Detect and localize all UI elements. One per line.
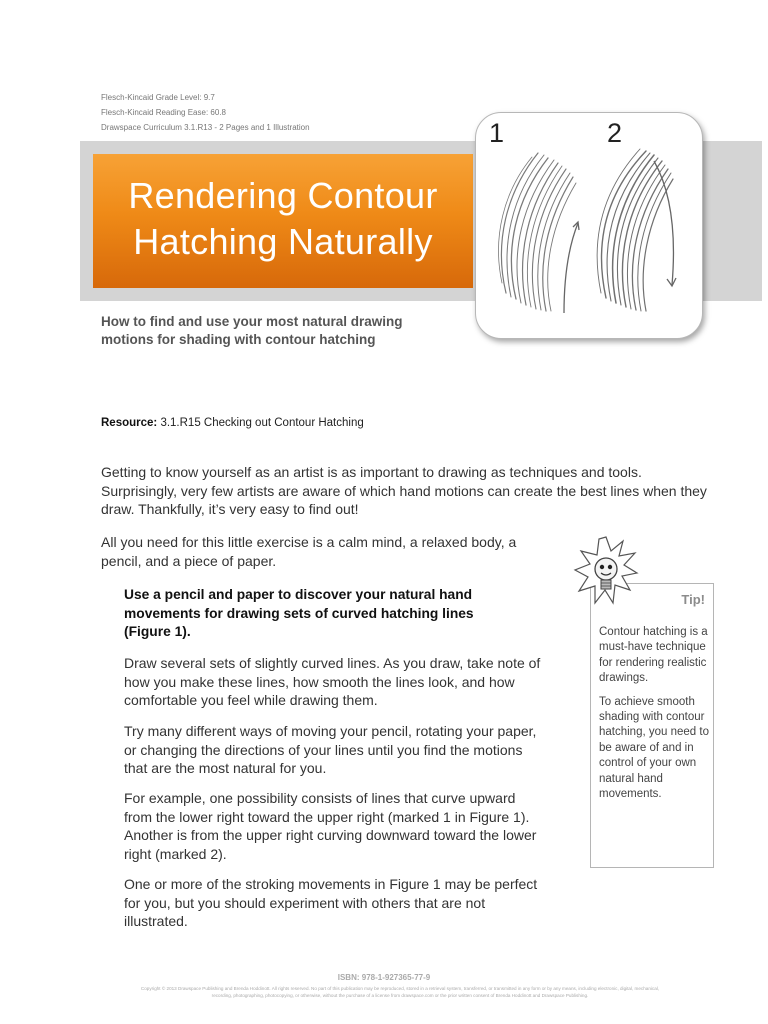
resource-reference xyxy=(101,417,364,429)
title-banner xyxy=(93,154,473,288)
copyright-notice: Copyright © 2013 Drawspace Publishing and Brenda Hoddinott. All rights reserved. No part of this publication may be reproduced, stored in a retrieval system, transferred, or transmitted in any form or by any means, including electronic, digital, mechanical, recording, photographing, photocopying, or otherwise, without the purchase of a license from drawspace.com or the prior written consent of Brenda Hoddinott and Drawspace Publishing. xyxy=(140,986,660,998)
grade-level: Flesch-Kincaid Grade Level: 9.7 xyxy=(101,93,215,102)
body-paragraph-4: One or more of the stroking movements in Figure 1 may be perfect for you, but you should experiment with others that are not illustrated. xyxy=(124,876,538,929)
step-heading: Use a pencil and paper to discover your natural hand movements for drawing sets of curved hatching lines (Figure 1). xyxy=(124,587,474,639)
resource-link: 3.1.R15 Checking out Contour Hatching xyxy=(157,417,364,429)
tip-text-1: Contour hatching is a must-have technique for rendering realistic drawings. xyxy=(599,626,708,685)
subtitle: How to find and use your most natural drawing motions for shading with contour hatching xyxy=(101,314,403,347)
tip-text-2: To achieve smooth shading with contour hatching, you need to be aware of and in control of your own natural hand movements. xyxy=(599,695,709,801)
document-metadata xyxy=(101,90,310,135)
lightbulb-icon xyxy=(573,535,639,611)
title-line-2: Hatching Naturally xyxy=(133,221,433,262)
intro-paragraph-1: Getting to know yourself as an artist is as important to drawing as techniques and tools. Surprisingly, very few artists are aware of which hand motions can create the best lines when they draw. Thankfully, it’s very easy to find out! xyxy=(101,464,707,517)
figure-1-hatching-illustration xyxy=(475,112,703,339)
intro-paragraph-2: All you need for this little exercise is a calm mind, a relaxed body, a pencil, and a piece of paper. xyxy=(101,534,517,569)
curriculum-info: Drawspace Curriculum 3.1.R13 - 2 Pages and 1 Illustration xyxy=(101,123,310,132)
hatching-strokes xyxy=(476,113,702,338)
body-paragraph-1: Draw several sets of slightly curved lines. As you draw, take note of how you make these lines, how smooth the lines look, and how comfortable you feel while drawing them. xyxy=(124,655,541,708)
figure-label-1: 1 xyxy=(489,118,505,148)
body-paragraph-3: For example, one possibility consists of lines that curve upward from the lower right toward the upper right (marked 1 in Figure 1). Another is from the upper right curving downward toward the lower right (marked 2). xyxy=(124,790,537,862)
tip-box xyxy=(590,583,714,868)
tip-text xyxy=(599,625,709,810)
figure-label-2: 2 xyxy=(607,118,623,148)
arrow-up xyxy=(564,222,579,313)
reading-ease: Flesch-Kincaid Reading Ease: 60.8 xyxy=(101,108,226,117)
isbn: ISBN: 978-1-927365-77-9 xyxy=(337,973,431,982)
hatching-set-2 xyxy=(597,149,673,311)
body-paragraph-2: Try many different ways of moving your pencil, rotating your paper, or changing the directions of your lines until you find the motions that are the most natural for you. xyxy=(124,723,537,776)
tip-label: Tip! xyxy=(681,592,705,607)
page-title xyxy=(93,173,473,265)
title-line-1: Rendering Contour xyxy=(128,175,438,216)
resource-label: Resource: xyxy=(101,417,158,429)
